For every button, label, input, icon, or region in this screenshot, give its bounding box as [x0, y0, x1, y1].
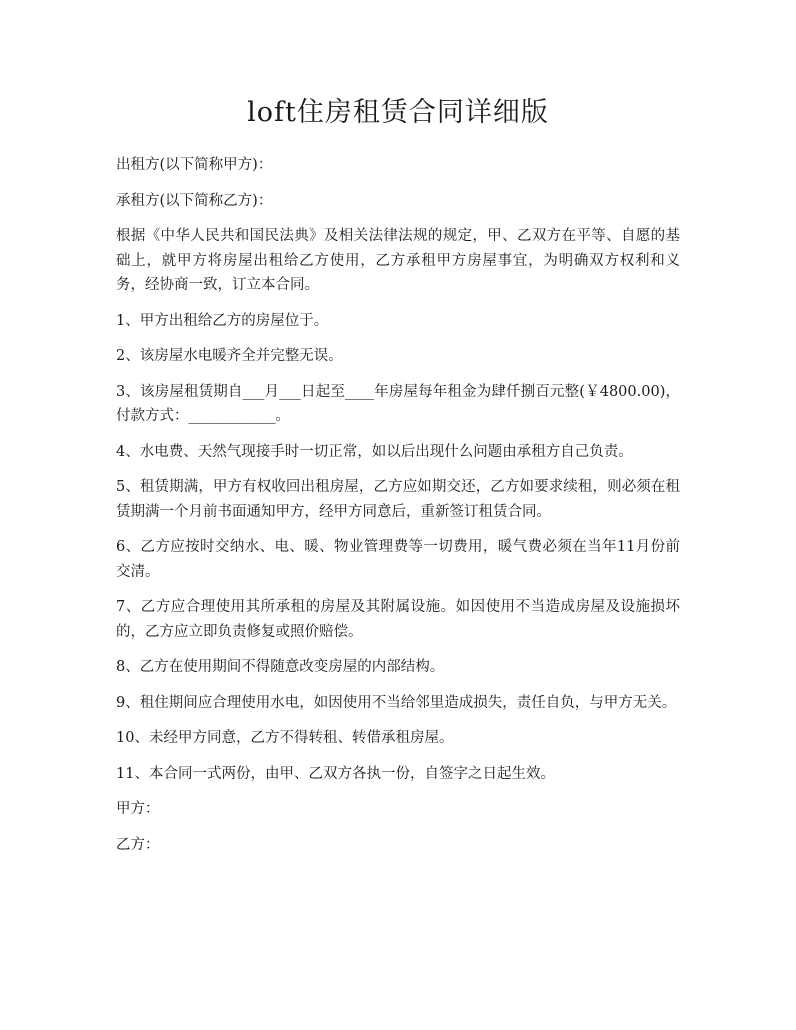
document-title: loft住房租赁合同详细版 [247, 97, 549, 128]
clause-5: 5、租赁期满，甲方有权收回出租房屋，乙方应如期交还，乙方如要求续租，则必须在租赁期满一个月前书面通知甲方，经甲方同意后，重新签订租赁合同。 [116, 479, 680, 520]
clause-11: 11、本合同一式两份，由甲、乙双方各执一份，自签字之日起生效。 [116, 765, 555, 782]
clause-6: 6、乙方应按时交纳水、电、暖、物业管理费等一切费用，暖气费必须在当年11月份前交清。 [116, 539, 680, 580]
preamble-paragraph: 根据《中华人民共和国民法典》及相关法律法规的规定，甲、乙双方在平等、自愿的基础上，就甲方将房屋出租给乙方使用，乙方承租甲方房屋事宜，为明确双方权利和义务，经协商一致，订立本合同。 [116, 228, 680, 293]
clause-9: 9、租住期间应合理使用水电，如因使用不当给邻里造成损失，责任自负，与甲方无关。 [116, 694, 677, 711]
clause-1: 1、甲方出租给乙方的房屋位于。 [116, 312, 329, 329]
clause-7: 7、乙方应合理使用其所承租的房屋及其附属设施。如因使用不当造成房屋及设施损坏的，乙方应立即负责修复或照价赔偿。 [116, 599, 680, 640]
clause-10: 10、未经甲方同意，乙方不得转租、转借承租房屋。 [116, 730, 454, 746]
lessor-line: 出租方(以下简称甲方)： [116, 157, 273, 173]
clause-8: 8、乙方在使用期间不得随意改变房屋的内部结构。 [116, 659, 445, 675]
clause-3: 3、该房屋租赁期自___月___日起至____年房屋每年租金为肆仟捌百元整(￥4800.00)，付款方式：____________。 [116, 383, 680, 424]
clause-2: 2、该房屋水电暖齐全并完整无误。 [116, 348, 343, 364]
clause-4: 4、水电费、天然气现接手时一切正常，如以后出现什么问题由承租方自己负责。 [116, 443, 633, 460]
signature-party-b: 乙方： [116, 836, 160, 853]
lessee-line: 承租方(以下简称乙方)： [116, 192, 273, 209]
signature-party-a: 甲方： [116, 801, 160, 817]
